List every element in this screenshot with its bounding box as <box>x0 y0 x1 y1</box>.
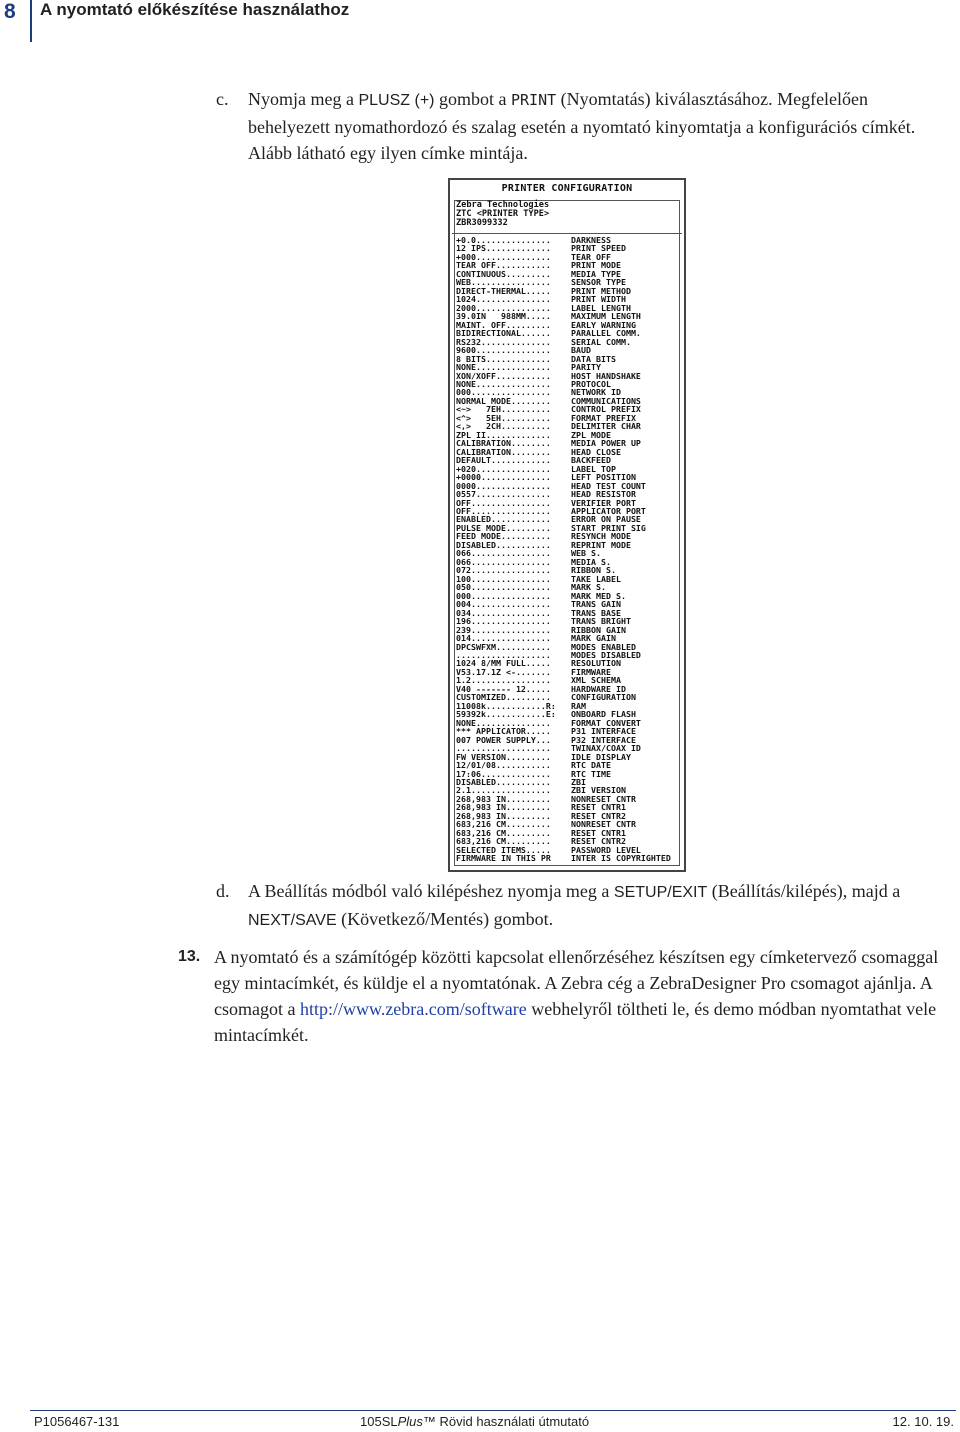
label-setting-row <box>456 287 682 295</box>
label-setting-row <box>456 338 682 346</box>
label-setting-name: PRINT SPEED <box>571 243 626 254</box>
label-setting-value: 034................ <box>456 608 551 618</box>
label-setting-value: NONE............... <box>456 379 551 389</box>
label-setting-value: 683,216 CM......... <box>456 828 551 838</box>
label-setting-row <box>456 482 682 490</box>
label-setting-row <box>456 244 682 252</box>
label-setting-row <box>456 431 682 439</box>
label-setting-row <box>456 261 682 269</box>
label-setting-value: CALIBRATION........ <box>456 439 551 448</box>
label-setting-value: DIRECT-THERMAL..... <box>456 286 551 296</box>
label-setting-name: TRANS BRIGHT <box>571 616 631 627</box>
label-setting-row <box>456 448 682 456</box>
step-d <box>216 878 956 934</box>
step-c <box>216 86 956 166</box>
label-setting-value: DISABLED........... <box>456 778 551 787</box>
label-setting-name: TRANS GAIN <box>571 599 621 610</box>
label-setting-name: MAXIMUM LENGTH <box>571 311 641 322</box>
label-setting-row <box>456 592 682 600</box>
label-setting-value: 072................ <box>456 566 551 575</box>
label-setting-row <box>456 295 682 303</box>
label-setting-value: ................... <box>456 744 551 753</box>
label-setting-row <box>456 820 682 828</box>
label-setting-row <box>456 744 682 752</box>
label-setting-value: 683,216 CM......... <box>456 820 551 829</box>
footer-product-italic: Plus <box>397 1414 423 1429</box>
label-setting-row <box>456 829 682 837</box>
label-setting-name: MEDIA POWER UP <box>571 438 641 449</box>
label-setting-row <box>456 456 682 464</box>
label-setting-name: ONBOARD FLASH <box>571 709 636 720</box>
label-setting-name: TWINAX/COAX ID <box>571 743 641 754</box>
step-13-text <box>214 944 954 1048</box>
label-setting-name: MARK MED S. <box>571 590 626 601</box>
label-setting-row <box>456 507 682 515</box>
label-setting-name: TRANS BASE <box>571 607 621 618</box>
label-setting-name: PARALLEL COMM. <box>571 328 641 339</box>
label-setting-row <box>456 702 682 710</box>
label-setting-row <box>456 676 682 684</box>
label-setting-row <box>456 626 682 634</box>
label-setting-value: DISABLED........... <box>456 540 551 550</box>
label-setting-row <box>456 304 682 312</box>
label-setting-value: OFF................ <box>456 498 551 508</box>
label-setting-row <box>456 600 682 608</box>
label-setting-name: TEAR OFF <box>571 251 611 262</box>
label-setting-name: DATA BITS <box>571 353 616 364</box>
label-setting-name: EARLY WARNING <box>571 319 636 330</box>
label-setting-row <box>456 651 682 659</box>
footer-date: 12. 10. 19. <box>892 1414 954 1429</box>
label-setting-row <box>456 355 682 363</box>
label-setting-row <box>456 753 682 761</box>
label-setting-row <box>456 770 682 778</box>
label-setting-name: VERIFIER PORT <box>571 497 636 508</box>
label-setting-value: MAINT. OFF......... <box>456 320 551 330</box>
label-setting-row <box>456 778 682 786</box>
label-setting-value: *** APPLICATOR..... <box>456 727 551 736</box>
label-setting-name: MEDIA S. <box>571 556 611 567</box>
label-setting-value: 9600............... <box>456 346 551 355</box>
label-setting-name: HARDWARE ID <box>571 683 626 694</box>
label-setting-name: MEDIA TYPE <box>571 268 621 279</box>
label-settings-list <box>456 236 682 863</box>
label-setting-value: V40 ------- 12..... <box>456 684 551 694</box>
label-setting-name: FORMAT PREFIX <box>571 412 636 423</box>
label-setting-value: 0000............... <box>456 481 551 491</box>
label-setting-value: CONTINUOUS......... <box>456 269 551 279</box>
label-setting-row <box>456 710 682 718</box>
label-setting-name: PRINT MODE <box>571 260 621 271</box>
label-setting-row <box>456 278 682 286</box>
label-setting-row <box>456 422 682 430</box>
label-setting-value: CUSTOMIZED......... <box>456 693 551 702</box>
label-setting-row <box>456 786 682 794</box>
label-setting-name: PARITY <box>571 362 601 373</box>
label-setting-value: 11008k............R: <box>456 701 556 711</box>
step-d-text <box>248 878 948 934</box>
label-setting-row <box>456 736 682 744</box>
label-setting-name: PASSWORD LEVEL <box>571 844 641 855</box>
label-setting-value: NORMAL MODE........ <box>456 396 551 406</box>
label-setting-value: 8 BITS............. <box>456 354 551 364</box>
label-setting-value: 39.0IN 988MM..... <box>456 312 551 321</box>
label-setting-name: LABEL LENGTH <box>571 302 631 313</box>
label-setting-name: RESOLUTION <box>571 658 621 669</box>
footer-product-prefix: 105SL <box>360 1414 398 1429</box>
label-setting-name: INTER IS COPYRIGHTED <box>571 853 671 864</box>
label-setting-row <box>456 693 682 701</box>
label-setting-value: DEFAULT............ <box>456 456 551 465</box>
label-setting-value: 1024 8/MM FULL..... <box>456 659 551 668</box>
label-setting-name: NETWORK ID <box>571 387 621 398</box>
label-setting-row <box>456 380 682 388</box>
label-setting-value: FIRMWARE IN THIS PR <box>456 854 551 863</box>
label-setting-value: <~> 7EH.......... <box>456 405 551 414</box>
label-setting-value: +0.0............... <box>456 236 551 245</box>
label-setting-value: 066................ <box>456 549 551 558</box>
label-setting-name: HOST HANDSHAKE <box>571 370 641 381</box>
label-setting-name: SENSOR TYPE <box>571 277 626 288</box>
label-setting-value: 239................ <box>456 625 551 635</box>
step-d-part1: A Beállítás módból való kilépéshez nyomja meg a <box>248 881 614 901</box>
header-divider <box>30 0 32 42</box>
label-setting-value: RS232.............. <box>456 337 551 347</box>
label-setting-row <box>456 270 682 278</box>
label-setting-row <box>456 465 682 473</box>
label-setting-value: 004................ <box>456 600 551 609</box>
label-setting-row <box>456 439 682 447</box>
label-setting-row <box>456 414 682 422</box>
label-setting-value: 007 POWER SUPPLY... <box>456 735 551 745</box>
label-setting-name: RTC DATE <box>571 760 611 771</box>
zebra-software-link[interactable]: http://www.zebra.com/software <box>299 999 527 1019</box>
label-setting-name: P32 INTERFACE <box>571 734 636 745</box>
label-setting-row <box>456 236 682 244</box>
label-setting-row <box>456 490 682 498</box>
label-setting-value: TEAR OFF........... <box>456 261 551 270</box>
label-setting-value: 12 IPS............. <box>456 244 551 253</box>
step-d-part3: (Következő/Mentés) gombot. <box>336 909 554 929</box>
step-13-part2: webhelyről töltheti le, és demo módban nyomtathat vele mintacímkét. <box>214 999 937 1045</box>
label-setting-value: <^> 5EH.......... <box>456 413 551 423</box>
label-setting-value: 683,216 CM......... <box>456 837 551 846</box>
label-setting-name: HEAD CLOSE <box>571 446 621 457</box>
label-setting-name: RIBBON GAIN <box>571 624 626 635</box>
label-setting-name: RESET CNTR2 <box>571 836 626 847</box>
label-setting-value: 17:06.............. <box>456 769 551 779</box>
label-setting-name: START PRINT SIG <box>571 522 646 533</box>
label-setting-value: DPCSWFXM........... <box>456 642 551 651</box>
label-setting-value: 268,983 IN......... <box>456 811 551 821</box>
label-setting-name: ZPL MODE <box>571 429 611 440</box>
label-setting-value: CALIBRATION........ <box>456 447 551 457</box>
label-setting-row <box>456 524 682 532</box>
step-d-marker: d. <box>216 881 230 901</box>
step-c-part3: (Nyomtatás) kiválasztásához. Megfelelően behelyezett nyomathordozó és szalag esetén a nyomtató kinyomtatja a konfigurációs címkét. Alább látható egy ilyen címke mintája. <box>248 89 916 163</box>
label-setting-row <box>456 515 682 523</box>
label-setting-name: CONTROL PREFIX <box>571 404 641 415</box>
label-setting-row <box>456 558 682 566</box>
label-title: PRINTER CONFIGURATION <box>501 183 633 194</box>
label-setting-name: NONRESET CNTR <box>571 793 636 804</box>
label-setting-row <box>456 761 682 769</box>
label-setting-value: 2.1................ <box>456 786 551 795</box>
label-setting-value: 066................ <box>456 557 551 567</box>
label-setting-value: 268,983 IN......... <box>456 803 551 812</box>
label-setting-name: DELIMITER CHAR <box>571 421 641 432</box>
label-setting-value: 100................ <box>456 574 551 584</box>
label-setting-name: RIBBON S. <box>571 565 616 576</box>
label-setting-value: FW VERSION......... <box>456 752 551 762</box>
label-setting-name: PROTOCOL <box>571 378 611 389</box>
label-setting-name: IDLE DISPLAY <box>571 751 631 762</box>
label-setting-value: XON/XOFF........... <box>456 371 551 380</box>
step-c-marker: c. <box>216 89 229 109</box>
label-setting-row <box>456 397 682 405</box>
label-setting-row <box>456 659 682 667</box>
label-setting-name: HEAD TEST COUNT <box>571 480 646 491</box>
label-setting-name: LABEL TOP <box>571 463 616 474</box>
label-setting-value: WEB................ <box>456 278 551 287</box>
label-setting-row <box>456 329 682 337</box>
label-setting-row <box>456 566 682 574</box>
label-setting-name: APPLICATOR PORT <box>571 506 646 516</box>
label-setting-name: ZBI VERSION <box>571 785 626 796</box>
label-setting-name: HEAD RESISTOR <box>571 489 636 500</box>
label-setting-name: BAUD <box>571 345 591 356</box>
label-setting-name: MARK S. <box>571 582 606 593</box>
label-setting-value: OFF................ <box>456 507 551 516</box>
label-setting-row <box>456 372 682 380</box>
label-setting-value: ZPL II............. <box>456 430 551 440</box>
label-setting-name: RAM <box>571 700 586 711</box>
label-setting-row <box>456 473 682 481</box>
step-d-part2: (Beállítás/kilépés), majd a <box>707 881 901 901</box>
label-setting-row <box>456 795 682 803</box>
label-setting-value: FEED MODE.......... <box>456 532 551 541</box>
label-setting-row <box>456 668 682 676</box>
label-setting-value: BIDIRECTIONAL...... <box>456 329 551 338</box>
label-setting-name: MODES DISABLED <box>571 649 641 660</box>
label-setting-value: ................... <box>456 650 551 660</box>
label-setting-name: CONFIGURATION <box>571 692 636 703</box>
label-setting-value: PULSE MODE......... <box>456 523 551 533</box>
label-setting-row <box>456 854 682 862</box>
label-setting-row <box>456 617 682 625</box>
label-setting-value: V53.17.1Z <-....... <box>456 667 551 677</box>
label-setting-name: TAKE LABEL <box>571 573 621 584</box>
label-header <box>456 201 549 228</box>
step-c-part1: Nyomja meg a <box>248 89 359 109</box>
label-setting-name: ZBI <box>571 777 586 787</box>
label-setting-name: RESYNCH MODE <box>571 531 631 542</box>
footer-doc-id: P1056467-131 <box>34 1414 120 1429</box>
label-setting-value: NONE............... <box>456 363 551 372</box>
label-setting-row <box>456 837 682 845</box>
print-menu-name: PRINT <box>511 91 557 109</box>
label-setting-value: 59392k............E: <box>456 710 556 719</box>
label-setting-value: 050................ <box>456 583 551 592</box>
step-13-part1: A nyomtató és a számítógép közötti kapcsolat ellenőrzéséhez készítsen egy címketervező csomaggal egy mintacímkét, és küldje el a nyomtatónak. A Zebra cég a ZebraDesigner Pro csomagot ajánlja. A csomagot a <box>214 947 939 1019</box>
label-setting-row <box>456 388 682 396</box>
label-setting-row <box>456 499 682 507</box>
label-setting-name: SERIAL COMM. <box>571 336 631 347</box>
label-setting-value: 268,983 IN......... <box>456 794 551 804</box>
label-setting-row <box>456 719 682 727</box>
label-setting-name: COMMUNICATIONS <box>571 395 641 406</box>
step-c-text <box>248 86 948 166</box>
label-setting-value: 0557............... <box>456 490 551 499</box>
chapter-title: A nyomtató előkészítése használathoz <box>40 0 350 19</box>
label-setting-value: 1.2................ <box>456 676 551 685</box>
label-setting-name: MODES ENABLED <box>571 641 636 652</box>
label-setting-row <box>456 321 682 329</box>
label-setting-row <box>456 346 682 354</box>
label-setting-value: 196................ <box>456 617 551 626</box>
label-setting-row <box>456 312 682 320</box>
label-header-line: ZTC <PRINTER TYPE> <box>456 209 550 219</box>
footer-product-name <box>360 1414 589 1429</box>
page-number: 8 <box>4 0 16 23</box>
step-13-marker: 13. <box>178 948 201 965</box>
label-setting-row <box>456 803 682 811</box>
label-setting-name: PRINT WIDTH <box>571 294 626 305</box>
label-setting-row <box>456 583 682 591</box>
label-setting-row <box>456 541 682 549</box>
label-setting-name: MARK GAIN <box>571 633 616 644</box>
label-setting-row <box>456 609 682 617</box>
label-setting-name: WEB S. <box>571 548 601 559</box>
label-setting-name: PRINT METHOD <box>571 285 631 296</box>
footer-product-suffix: ™ Rövid használati útmutató <box>422 1414 590 1429</box>
label-setting-value: +0000.............. <box>456 473 551 482</box>
label-setting-name: P31 INTERFACE <box>571 726 636 737</box>
label-setting-name: RTC TIME <box>571 768 611 779</box>
label-setting-value: 2000............... <box>456 303 551 313</box>
label-header-line: ZBR3099332 <box>456 218 508 228</box>
label-setting-value: <,> 2CH.......... <box>456 422 551 431</box>
label-setting-row <box>456 405 682 413</box>
next-save-button-name: NEXT/SAVE <box>248 912 337 929</box>
label-setting-name: FIRMWARE <box>571 666 611 677</box>
label-setting-value: ENABLED............ <box>456 515 551 524</box>
label-setting-name: FORMAT CONVERT <box>571 717 641 728</box>
label-setting-value: +000............... <box>456 252 551 262</box>
label-setting-value: 12/01/08........... <box>456 761 551 770</box>
label-setting-row <box>456 363 682 371</box>
label-setting-row <box>456 549 682 557</box>
label-setting-name: RESET CNTR1 <box>571 827 626 838</box>
label-setting-value: NONE............... <box>456 718 551 728</box>
label-setting-name: ERROR ON PAUSE <box>571 514 641 525</box>
label-setting-value: 014................ <box>456 634 551 643</box>
label-setting-value: +020............... <box>456 464 551 474</box>
label-setting-name: BACKFEED <box>571 455 611 466</box>
label-setting-row <box>456 575 682 583</box>
step-c-part2: gombot a <box>434 89 511 109</box>
label-setting-value: 000................ <box>456 591 551 601</box>
setup-exit-button-name: SETUP/EXIT <box>613 884 708 901</box>
label-setting-value: 1024............... <box>456 295 551 304</box>
label-setting-name: DARKNESS <box>571 235 611 245</box>
label-setting-name: LEFT POSITION <box>571 472 636 483</box>
plus-button-name: PLUSZ (+) <box>358 92 435 109</box>
label-setting-row <box>456 634 682 642</box>
label-separator <box>452 233 682 234</box>
label-setting-name: XML SCHEMA <box>571 675 621 686</box>
label-setting-row <box>456 685 682 693</box>
footer-divider <box>30 1410 956 1411</box>
label-setting-row <box>456 812 682 820</box>
label-setting-name: RESET CNTR2 <box>571 810 626 821</box>
label-setting-name: NONRESET CNTR <box>571 819 636 830</box>
label-setting-row <box>456 643 682 651</box>
label-setting-name: REPRINT MODE <box>571 539 631 550</box>
label-setting-value: SELECTED ITEMS..... <box>456 845 551 855</box>
label-setting-row <box>456 253 682 261</box>
label-setting-row <box>456 532 682 540</box>
label-header-line: Zebra Technologies <box>456 200 550 210</box>
label-setting-value: 000................ <box>456 388 551 397</box>
label-setting-row <box>456 727 682 735</box>
label-setting-name: RESET CNTR1 <box>571 802 626 813</box>
